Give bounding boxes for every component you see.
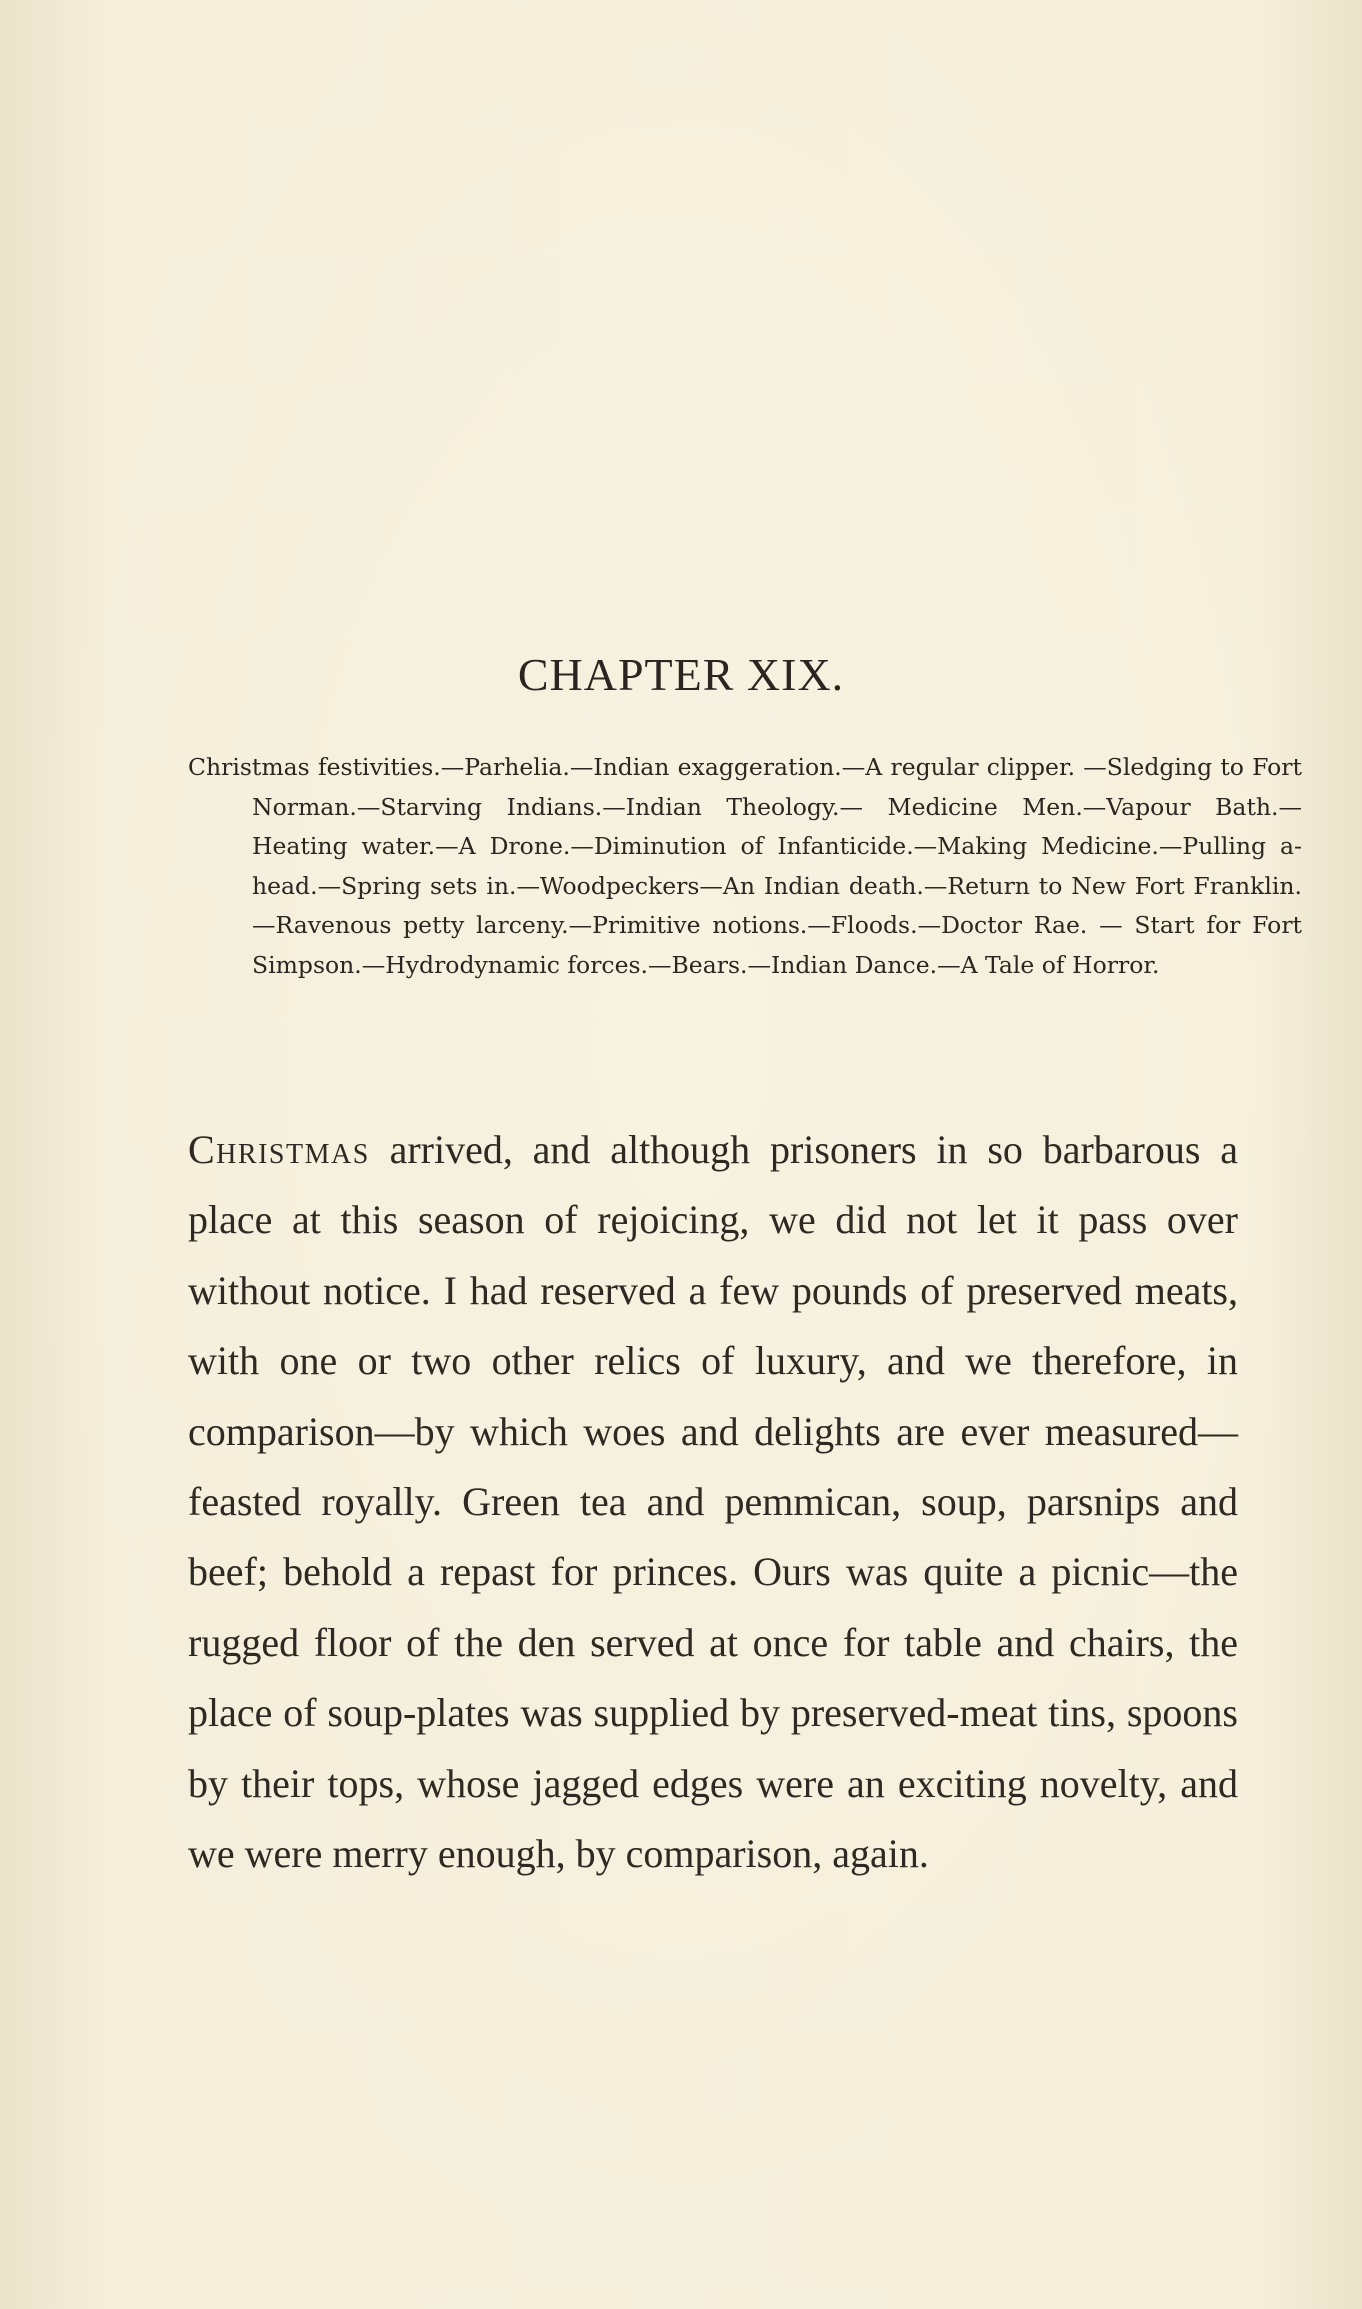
body-paragraph — [188, 1115, 1238, 1889]
body-lead-word: Christmas — [188, 1127, 370, 1172]
chapter-title: CHAPTER XIX. — [517, 649, 845, 700]
body-paragraph-text: arrived, and although prisoners in so barbarous a place at this season of rejoicing, we did not let it pass over without notice. I had reserved a few pounds of preserved meats, with one or two other relics of luxury, and we therefore, in comparison—by which woes and delights are ever measured—feasted royally. Green tea and pemmican, soup, parsnips and beef; behold a repast for princes. Ours was quite a picnic—the rugged floor of the den served at once for table and chairs, the place of soup-plates was supplied by preserved-meat tins, spoons by their tops, whose jagged edges were an exciting novelty, and we were merry enough, by comparison, again. — [188, 1127, 1238, 1877]
chapter-synopsis: Christmas festivities.—Parhelia.—Indian exaggeration.—A regular clipper. —Sledging to Fort Norman.—Starving Indians.—Indian Theology.— Medicine Men.—Vapour Bath.—Heating water.—A Drone.—Diminution of Infanticide.—Making Medicine.—Pulling a-head.—Spring sets in.—Woodpeckers—An Indian death.—Return to New Fort Franklin. —Ravenous petty larceny.—Primitive notions.—Floods.—Doctor Rae. — Start for Fort Simpson.—Hydrodynamic forces.—Bears.—Indian Dance.—A Tale of Horror. — [188, 753, 1302, 979]
